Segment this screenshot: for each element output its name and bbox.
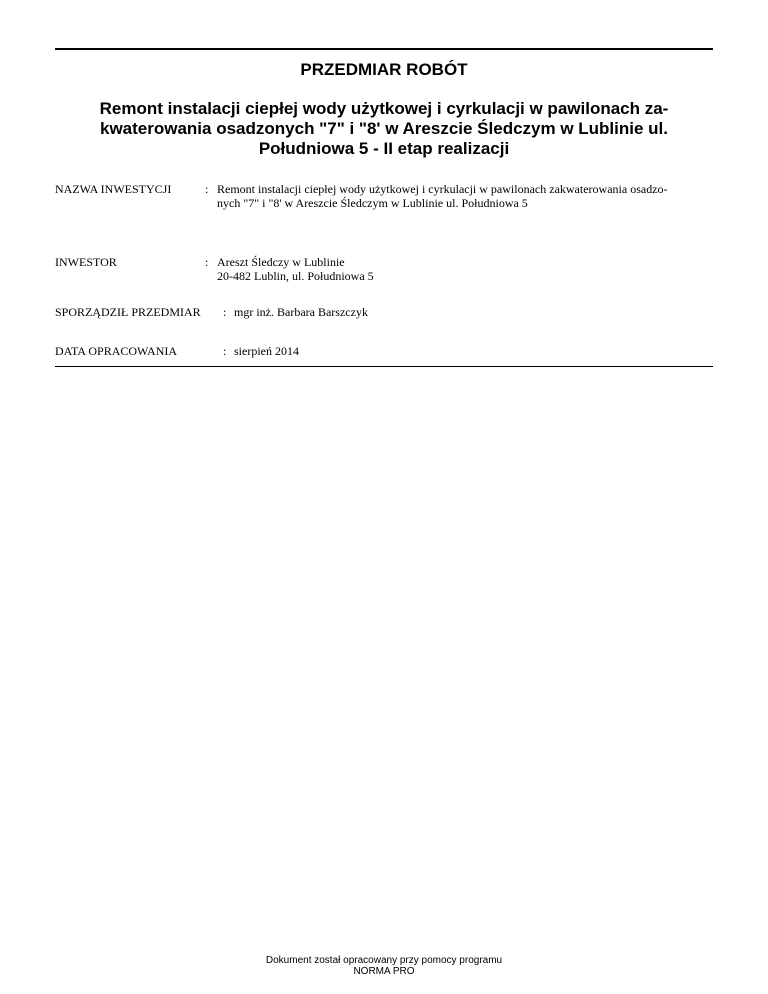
footer-note xyxy=(0,955,768,977)
footer-line: Dokument został opracowany przy pomocy programu xyxy=(265,955,503,966)
date-colon: : xyxy=(223,344,227,358)
investment-value-line: nych "7" i "8' w Areszcie Śledczym w Lublinie ul. Południowa 5 xyxy=(217,196,528,210)
investor-colon: : xyxy=(205,255,209,269)
investment-value-line: Remont instalacji ciepłej wody użytkowej i cyrkulacji w pawilonach zakwaterowania osadzo- xyxy=(217,182,668,196)
top-divider xyxy=(55,48,713,50)
date-value: sierpień 2014 xyxy=(234,344,299,358)
document-subtitle xyxy=(55,99,713,159)
investor-value xyxy=(217,255,713,283)
bottom-divider xyxy=(55,366,713,367)
subtitle-line: kwaterowania osadzonych "7" i "8' w Areszcie Śledczym w Lublinie ul. xyxy=(100,119,668,138)
investment-value xyxy=(217,182,713,210)
prepared-by-value: mgr inż. Barbara Barszczyk xyxy=(234,305,368,319)
investment-label: NAZWA INWESTYCJI xyxy=(55,182,172,196)
date-label: DATA OPRACOWANIA xyxy=(55,344,178,358)
subtitle-line: Remont instalacji ciepłej wody użytkowej i cyrkulacji w pawilonach za- xyxy=(99,99,669,118)
investor-label: INWESTOR xyxy=(55,255,117,269)
document-title: PRZEDMIAR ROBÓT xyxy=(300,60,468,79)
prepared-by-label: SPORZĄDZIŁ PRZEDMIAR xyxy=(55,305,201,319)
prepared-by-colon: : xyxy=(223,305,227,319)
investment-colon: : xyxy=(205,182,209,196)
investor-value-line: Areszt Śledczy w Lublinie xyxy=(217,255,345,269)
subtitle-line: Południowa 5 - II etap realizacji xyxy=(258,139,510,158)
footer-line: NORMA PRO xyxy=(353,966,415,977)
investor-value-line: 20-482 Lublin, ul. Południowa 5 xyxy=(217,269,374,283)
